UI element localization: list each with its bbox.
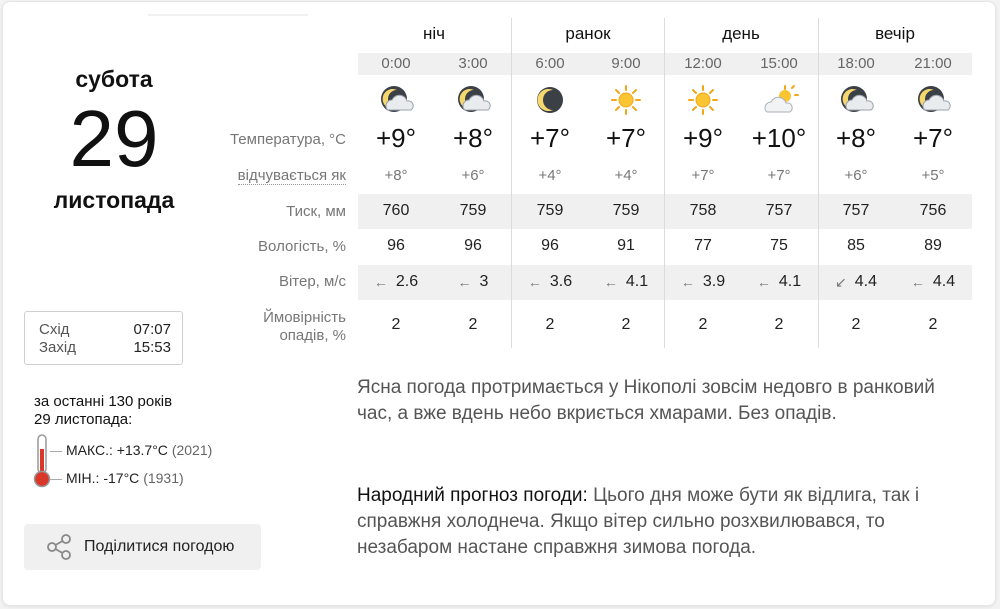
- hour-feels-like: +7°: [767, 167, 791, 184]
- wind-direction-icon: ←: [373, 274, 388, 290]
- hour-wind: [818, 273, 894, 291]
- wind-direction-icon: ←: [756, 274, 771, 290]
- forecast-description: Ясна погода протримається у Нікополі зовсім недовго в ранковий час, а вже вдень небо вкриється хмарами. Без опадів.: [357, 377, 935, 424]
- hour-humidity: 96: [464, 237, 482, 254]
- row-label-humidity: Вологість, %: [258, 238, 346, 255]
- folk-forecast: [357, 483, 972, 561]
- hour-time: 6:00: [535, 55, 565, 72]
- share-label: Поділитися погодою: [84, 538, 235, 555]
- wind-direction-icon: ←: [527, 274, 542, 290]
- hour-temperature: +10°: [751, 123, 807, 153]
- wind-direction-icon: ←: [603, 274, 618, 290]
- hour-temperature: +7°: [529, 123, 571, 153]
- hour-precipitation: 2: [391, 316, 401, 333]
- prec-label-line-1: Ймовірність: [263, 309, 346, 326]
- hour-temperature: +7°: [912, 123, 954, 153]
- hour-time: 21:00: [914, 55, 952, 72]
- history-line-2: 29 листопада:: [34, 411, 133, 428]
- hour-humidity: 85: [847, 237, 865, 254]
- hour-time: 9:00: [611, 55, 641, 72]
- hour-humidity: 96: [387, 237, 405, 254]
- hour-temperature: +9°: [682, 123, 724, 153]
- share-icon: [44, 532, 74, 562]
- hour-time: 12:00: [684, 55, 722, 72]
- hour-pressure: 759: [459, 202, 487, 219]
- wind-direction-icon: ↙: [835, 273, 847, 290]
- folk-text: Цього дня може бути як відлига, так і справжня холоднеча. Якщо вітер сильно розхвилювався, то незабаром настане справжня зимова погода.: [357, 485, 920, 558]
- hour-precipitation: 2: [698, 316, 708, 333]
- hour-precipitation: 2: [774, 316, 784, 333]
- hour-wind: [895, 273, 971, 291]
- cloudy-night-icon: [358, 82, 434, 122]
- weekday: субота: [75, 66, 153, 92]
- hour-feels-like: +6°: [461, 167, 485, 184]
- hour-humidity: 77: [694, 237, 712, 254]
- hour-pressure: 758: [689, 202, 717, 219]
- hour-pressure: 760: [382, 202, 410, 219]
- wind-speed: 4.1: [778, 273, 802, 290]
- row-label-precipitation: [263, 309, 346, 345]
- cloudy-night-icon: [435, 82, 511, 122]
- row-label-feels-like[interactable]: відчувається як: [237, 167, 346, 184]
- hour-feels-like: +4°: [614, 167, 638, 184]
- sun-icon: [665, 82, 741, 122]
- wind-speed: 2.6: [395, 273, 419, 290]
- period-day: день: [722, 24, 760, 43]
- wind-direction-icon: ←: [680, 274, 695, 290]
- record-min: [66, 470, 184, 486]
- hour-humidity: 75: [770, 237, 788, 254]
- share-weather-button[interactable]: [24, 524, 261, 570]
- period-night: ніч: [422, 24, 446, 43]
- wind-speed: 3.6: [549, 273, 573, 290]
- folk-title: Народний прогноз погоди:: [357, 485, 588, 506]
- sunrise-label: Схід: [39, 321, 70, 338]
- thermometer-icon: [32, 433, 52, 494]
- wind-speed: 4.4: [932, 273, 956, 290]
- hour-precipitation: 2: [621, 316, 631, 333]
- wind-speed: 4.4: [854, 273, 877, 290]
- row-label-pressure: Тиск, мм: [286, 203, 346, 220]
- sun-times-box: [24, 311, 183, 365]
- wind-direction-icon: ←: [457, 274, 472, 290]
- cloudy-night-icon: [895, 82, 971, 122]
- day-number: 29: [69, 94, 159, 183]
- hour-pressure: 759: [536, 202, 564, 219]
- hour-wind: [512, 273, 588, 291]
- top-divider: [148, 14, 308, 16]
- wind-direction-icon: ←: [910, 274, 925, 290]
- hour-feels-like: +6°: [844, 167, 868, 184]
- max-value: +13.7°C: [116, 442, 168, 458]
- hour-precipitation: 2: [468, 316, 478, 333]
- hour-precipitation: 2: [545, 316, 555, 333]
- hour-wind: [588, 273, 664, 291]
- min-label: МІН.:: [66, 470, 100, 486]
- month-name: листопада: [53, 187, 175, 213]
- hour-humidity: 89: [924, 237, 942, 254]
- hour-wind: [435, 273, 511, 291]
- hour-humidity: 91: [617, 237, 635, 254]
- hour-temperature: +8°: [835, 123, 877, 153]
- sunrise-time: 07:07: [133, 321, 171, 338]
- max-label: МАКС.:: [66, 442, 113, 458]
- prec-label-line-2: опадів, %: [279, 327, 346, 344]
- record-max: [66, 442, 212, 458]
- hour-temperature: +9°: [375, 123, 417, 153]
- hour-precipitation: 2: [851, 316, 861, 333]
- hour-pressure: 759: [612, 202, 640, 219]
- wind-speed: 3: [479, 273, 489, 290]
- row-label-wind: Вітер, м/с: [278, 273, 346, 290]
- hour-feels-like: +8°: [384, 167, 408, 184]
- hour-time: 3:00: [458, 55, 488, 72]
- row-label-temperature: Температура, °C: [229, 131, 346, 148]
- hour-feels-like: +5°: [921, 167, 945, 184]
- history-line-1: за останні 130 років: [34, 393, 173, 410]
- partly-cloudy-icon: [741, 82, 817, 122]
- hour-pressure: 757: [842, 202, 870, 219]
- hour-feels-like: +4°: [538, 167, 562, 184]
- hour-wind: [665, 273, 741, 291]
- hour-time: 15:00: [760, 55, 798, 72]
- period-morning: ранок: [565, 24, 611, 43]
- moon-icon: [512, 82, 588, 122]
- hour-temperature: +7°: [605, 123, 647, 153]
- min-year: (1931): [143, 470, 184, 486]
- wind-speed: 3.9: [702, 273, 726, 290]
- hour-humidity: 96: [541, 237, 559, 254]
- hour-wind: [741, 273, 817, 291]
- hour-feels-like: +7°: [691, 167, 715, 184]
- sunset-label: Захід: [39, 339, 76, 356]
- sunset-time: 15:53: [133, 339, 171, 356]
- hour-pressure: 757: [765, 202, 793, 219]
- hour-temperature: +8°: [452, 123, 494, 153]
- sun-icon: [588, 82, 664, 122]
- period-evening: вечір: [875, 24, 915, 43]
- hour-time: 18:00: [837, 55, 875, 72]
- min-value: -17°C: [103, 470, 140, 486]
- max-year: (2021): [171, 442, 213, 458]
- hour-time: 0:00: [381, 55, 411, 72]
- cloudy-night-icon: [818, 82, 894, 122]
- hour-wind: [358, 273, 434, 291]
- hour-pressure: 756: [919, 202, 947, 219]
- min-tick: [50, 479, 62, 480]
- wind-speed: 4.1: [625, 273, 649, 290]
- hour-precipitation: 2: [928, 316, 938, 333]
- max-tick: [50, 451, 62, 452]
- history-caption: [34, 393, 172, 429]
